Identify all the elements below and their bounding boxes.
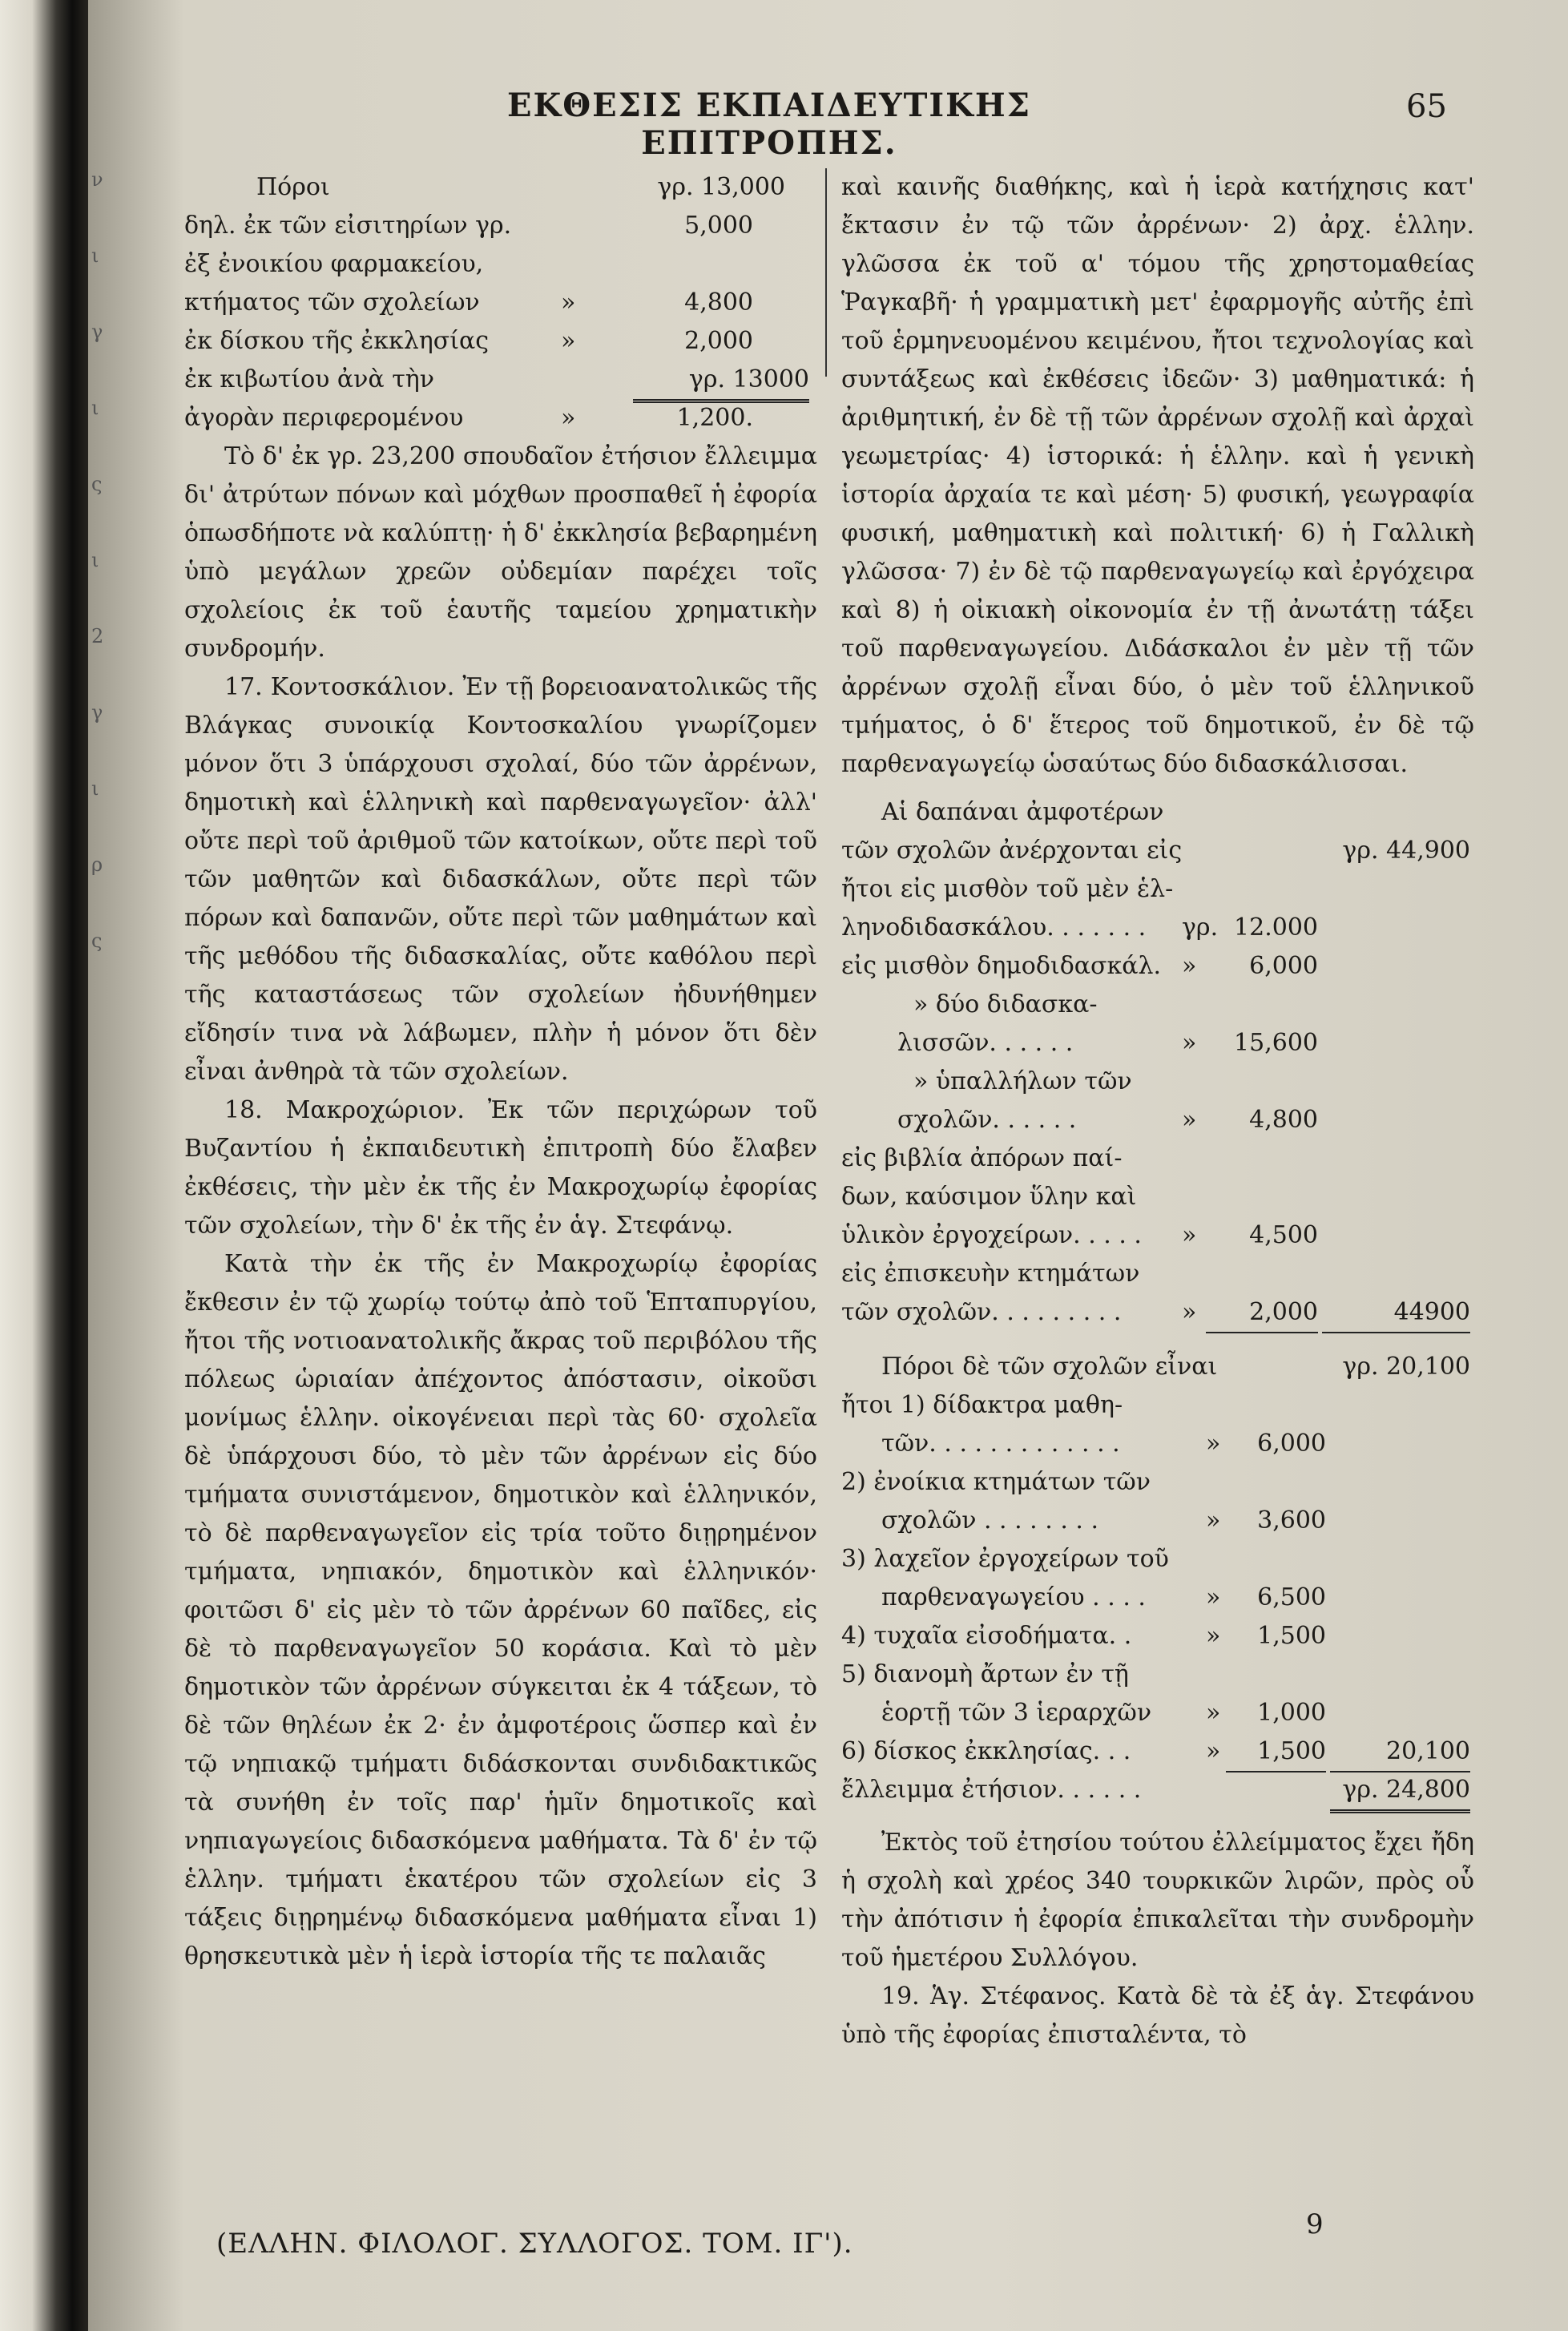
ledger-total: 20,100 [1330, 1732, 1470, 1772]
ledger-label: 2) ἐνοίκια κτημάτων τῶν [841, 1468, 1151, 1496]
ledger-label: ληνοδιδασκάλου. . . . . . . [841, 913, 1147, 942]
margin-fragment: ι [91, 777, 99, 800]
book-spine-shadow [0, 0, 88, 2331]
ledger-label: τῶν σχολῶν ἀνέρχονται εἰς [841, 837, 1183, 865]
ledger-label: ἑορτῇ τῶν 3 ἱεραρχῶν [881, 1699, 1152, 1727]
ledger-total: γρ. 24,800 [1330, 1771, 1470, 1813]
ledger-label: ἐκ δίσκου τῆς ἐκκλησίας [184, 327, 490, 355]
ledger-row [841, 1293, 1474, 1332]
margin-fragment: 2 [91, 625, 104, 647]
paragraph-kontoskalion: 17. Κοντοσκάλιον. Ἐν τῇ βορειοανατολικῶς τῆς Βλάγκας συνοικίᾳ Κοντοσκαλίου γνωρίζομεν μόνον ὅτι 3 ὑπάρχουσι σχολαί, δύο τῶν ἀρρένων, δημοτικὴ καὶ ἑλληνικὴ καὶ παρθεναγωγεῖον· ἀλλ' οὔτε περὶ τοῦ ἀριθμοῦ τῶν κατοίκων, οὔτε περὶ τοῦ τῶν μαθητῶν καὶ διδασκάλων, οὔτε περὶ τῶν πόρων καὶ δαπανῶν, οὔτε περὶ τῶν μαθημάτων καὶ τῆς μεθόδου τῆς διδασκαλίας, οὔτε καθόλου περὶ τῆς καταστάσεως τῶν σχολείων ἠδυνήθημεν εἴδησίν τινα νὰ λάβωμεν, πλὴν ἡ μόνον ὅτι δὲν εἶναι ἀνθηρὰ τὰ τῶν σχολείων. [184, 673, 817, 1086]
ledger-row [184, 361, 817, 399]
paragraph-continuation: καὶ καινῆς διαθήκης, καὶ ἡ ἱερὰ κατήχησις κατ' ἔκτασιν ἐν τῷ τῶν ἀρρένων· 2) ἀρχ. ἑλλην. γλῶσσα ἐκ τοῦ α' τόμου τῆς χρηστομαθείας Ῥαγκαβῆ· ἡ γραμματικὴ μετ' ἐφαρμογῆς αὐτῆς ἐπὶ τοῦ ἑρμηνευομένου κειμένου, ἤτοι τεχνολογίας καὶ συντάξεως καὶ ἐκθέσεις ἰδεῶν· 3) μαθηματικά: ἡ ἀριθμητική, ἐν δὲ τῇ τῶν ἀρρένων σχολῇ καὶ ἀρχαὶ γεωμετρίας· 4) ἱστορικά: ἡ ἑλλην. καὶ ἡ γενικὴ ἱστορία ἀρχαία τε καὶ μέση· 5) φυσική, γεωγραφία φυσική, μαθηματικὴ καὶ πολιτική· 6) ἡ Γαλλικὴ γλῶσσα· 7) ἐν δὲ τῷ παρθεναγωγείῳ καὶ ἐργόχειρα καὶ 8) ἡ οἰκιακὴ οἰκονομία ἐν τῇ ἀνωτάτῃ τάξει τοῦ παρθεναγωγείου. Διδάσκαλοι ἐν μὲν τῇ τῶν ἀρρένων σχολῇ εἶναι δύο, ὁ μὲν τοῦ ἑλληνικοῦ τμήματος, ὁ δ' ἕτερος τοῦ δημοτικοῦ, ἐν δὲ τῷ παρθεναγωγείῳ ὡσαύτως δύο διδασκάλισσαι. [841, 173, 1474, 778]
ledger-row [184, 207, 817, 245]
ledger-label: εἰς ἐπισκευὴν κτημάτων [841, 1260, 1140, 1288]
ledger-total: 44900 [1322, 1293, 1470, 1333]
expenses-ledger [841, 832, 1474, 1332]
ledger-label: Πόροι [256, 173, 330, 201]
left-column [184, 168, 817, 1976]
ledger-ditto: » [561, 327, 576, 355]
ledger-row [841, 1255, 1474, 1293]
ledger-label: σχολῶν. . . . . . [897, 1106, 1077, 1134]
ledger-row [841, 870, 1474, 909]
ledger-row [841, 1617, 1474, 1655]
ledger-ditto: » [561, 404, 576, 432]
book-page [88, 0, 1568, 2331]
ledger-row [841, 1425, 1474, 1463]
column-divider [825, 168, 827, 377]
ledger-amount: 15,600 [1234, 1029, 1318, 1057]
ledger-row [841, 1655, 1474, 1694]
margin-fragment: γ [91, 701, 103, 724]
margin-fragment: ι [91, 549, 99, 571]
ledger-label: ἐξ ἐνοικίου φαρμακείου, [184, 250, 484, 278]
paragraph-agios-stefanos: 19. Ἁγ. Στέφανος. Κατὰ δὲ τὰ ἐξ ἁγ. Στεφάνου ὑπὸ τῆς ἐφορίας ἐπισταλέντα, τὸ [841, 1982, 1474, 2049]
ledger-ditto: » [1206, 1699, 1221, 1727]
ledger-amount: 4,800 [1249, 1106, 1318, 1134]
margin-fragment: γ [91, 321, 103, 343]
ledger-label: εἰς βιβλία ἀπόρων παί- [841, 1144, 1123, 1172]
ledger-label: » δύο διδασκα- [913, 990, 1098, 1018]
ledger-row [841, 1178, 1474, 1216]
ledger-ditto: » [1182, 1106, 1197, 1134]
ledger-row [841, 1139, 1474, 1178]
ledger-label: δων, καύσιμον ὕλην καὶ [841, 1183, 1137, 1211]
ledger-row [841, 1540, 1474, 1579]
paragraph-debt: Ἐκτὸς τοῦ ἐτησίου τούτου ἐλλείμματος ἔχει ἤδη ἡ σχολὴ καὶ χρέος 340 τουρκικῶν λιρῶν, πρὸς οὗ τὴν ἀπότισιν ἡ ἐφορία ἐπικαλεῖται τὴν συνδρομὴν τοῦ ἡμετέρου Συλλόγου. [841, 1829, 1474, 1972]
ledger-label: ἀγορὰν περιφερομένου [184, 404, 464, 432]
ledger-amount: 12.000 [1234, 913, 1318, 942]
ledger-label: 3) λαχεῖον ἐργοχείρων τοῦ [841, 1545, 1169, 1573]
running-header: ΕΚΘΕΣΙΣ ΕΚΠΑΙΔΕΥΤΙΚΗΣ ΕΠΙΤΡΟΠΗΣ. [507, 87, 1031, 162]
ledger-row [841, 1502, 1474, 1540]
margin-fragment: ι [91, 397, 99, 419]
page-number: 65 [1406, 88, 1447, 125]
ledger-label: σχολῶν . . . . . . . . [881, 1506, 1099, 1535]
ledger-row [841, 1063, 1474, 1101]
ledger-amount: 1,000 [1257, 1699, 1326, 1727]
ledger-ditto: » [1206, 1622, 1221, 1650]
ledger-row [184, 245, 817, 284]
ledger-total: γρ. 44,900 [1342, 837, 1470, 865]
ledger-amount: 6,000 [1249, 952, 1318, 980]
ledger-ditto: » [1206, 1737, 1221, 1765]
ledger-amount: 6,500 [1257, 1583, 1326, 1611]
ledger-total: γρ. 13000 [633, 361, 809, 403]
right-column [841, 168, 1474, 2055]
revenue-ledger-left [184, 168, 817, 438]
ledger-label: 5) διανομὴ ἄρτων ἐν τῇ [841, 1660, 1129, 1688]
ledger-label: εἰς μισθὸν δημοδιδασκάλ. [841, 952, 1162, 980]
ledger-ditto: » [1182, 1221, 1197, 1249]
revenues-total: γρ. 20,100 [1342, 1353, 1470, 1381]
margin-fragment: ι [91, 244, 99, 267]
ledger-amount: 5,000 [684, 212, 753, 240]
ledger-row [841, 1579, 1474, 1617]
ledger-ditto: » [1182, 1029, 1197, 1057]
ledger-row [841, 909, 1474, 947]
ledger-label: ἐκ κιβωτίου ἀνὰ τὴν [184, 365, 434, 393]
ledger-label: λισσῶν. . . . . . [897, 1029, 1074, 1057]
ledger-label: τῶν. . . . . . . . . . . . . [881, 1430, 1120, 1458]
ledger-ditto: » [1206, 1583, 1221, 1611]
ledger-amount: 1,200. [676, 404, 753, 432]
ledger-row [841, 1694, 1474, 1732]
ledger-row [184, 322, 817, 361]
ledger-label: 6) δίσκος ἐκκλησίας. . . [841, 1737, 1131, 1765]
ledger-amount: 4,500 [1249, 1221, 1318, 1249]
ledger-row [841, 1024, 1474, 1063]
ledger-row [841, 1386, 1474, 1425]
ledger-ditto: γρ. [1182, 913, 1219, 942]
ledger-row [841, 1771, 1474, 1809]
ledger-row [184, 168, 817, 207]
revenues-intro-row [841, 1348, 1474, 1386]
ledger-amount: 2,000 [1206, 1293, 1318, 1333]
ledger-row [841, 986, 1474, 1024]
ledger-ditto: » [1182, 952, 1197, 980]
ledger-row [184, 284, 817, 322]
margin-fragment: ς [91, 930, 103, 952]
margin-fragment: ν [91, 168, 103, 191]
signature-mark: 9 [1306, 2208, 1324, 2240]
revenues-intro: Πόροι δὲ τῶν σχολῶν εἶναι [881, 1353, 1218, 1381]
ledger-amount: 4,800 [684, 288, 753, 317]
ledger-label: 4) τυχαῖα εἰσοδήματα. . [841, 1622, 1132, 1650]
ledger-row [841, 947, 1474, 986]
ledger-row [841, 1216, 1474, 1255]
ledger-ditto: » [1182, 1298, 1197, 1326]
ledger-row [841, 1463, 1474, 1502]
ledger-label: ὑλικὸν ἐργοχείρων. . . . . [841, 1221, 1142, 1249]
expenses-intro: Αἱ δαπάναι ἀμφοτέρων [881, 798, 1164, 826]
ledger-amount: 1,500 [1257, 1622, 1326, 1650]
ledger-ditto: » [1206, 1430, 1221, 1458]
ledger-amount: 3,600 [1257, 1506, 1326, 1535]
ledger-row [841, 832, 1474, 870]
ledger-label: ἤτοι 1) δίδακτρα μαθη- [841, 1391, 1123, 1419]
ledger-row [841, 1101, 1474, 1139]
margin-fragment: ς [91, 473, 103, 495]
ledger-row [184, 399, 817, 438]
footer-society-volume: (ΕΛΛΗΝ. ΦΙΛΟΛΟΓ. ΣΥΛΛΟΓΟΣ. ΤΟΜ. ΙΓ'). [216, 2228, 853, 2260]
paragraph-makrochorion: 18. Μακροχώριον. Ἐκ τῶν περιχώρων τοῦ Βυζαντίου ἡ ἐκπαιδευτικὴ ἐπιτροπὴ δύο ἔλαβεν ἐκθέσεις, τὴν μὲν ἐκ τῆς ἐν Μακροχωρίῳ ἐφορίας τῶν σχολείων, τὴν δ' ἐκ τῆς ἐν ἁγ. Στεφάνῳ. [184, 1096, 817, 1240]
ledger-label: κτήματος τῶν σχολείων [184, 288, 480, 317]
ledger-ditto: » [1206, 1506, 1221, 1535]
ledger-ditto: » [561, 288, 576, 317]
ledger-row [841, 1732, 1474, 1771]
ledger-label: ἔλλειμμα ἐτήσιον. . . . . . [841, 1776, 1142, 1804]
ledger-amount: 1,500 [1226, 1732, 1326, 1772]
ledger-amount: 2,000 [684, 327, 753, 355]
ledger-amount: γρ. 13,000 [657, 173, 785, 201]
ledger-label: τῶν σχολῶν. . . . . . . . . [841, 1298, 1122, 1326]
ledger-label: » ὑπαλλήλων τῶν [913, 1067, 1132, 1095]
ledger-amount: 6,000 [1257, 1430, 1326, 1458]
revenues-ledger [841, 1386, 1474, 1809]
margin-fragment: ρ [91, 853, 103, 876]
paragraph-deficit: Τὸ δ' ἐκ γρ. 23,200 σπουδαῖον ἐτήσιον ἔλλειμμα δι' ἀτρύτων πόνων καὶ μόχθων προσπαθεῖ ἡ ἐφορία ὁπωσδήποτε νὰ καλύπτῃ· ἡ δ' ἐκκλησία βεβαρημένη ὑπὸ μεγάλων χρεῶν οὐδεμίαν παρέχει τοῖς σχολείοις ἐκ τοῦ ἑαυτῆς ταμείου χρηματικὴν συνδρομήν. [184, 442, 817, 663]
ledger-label: παρθεναγωγείου . . . . [881, 1583, 1146, 1611]
ledger-label: δηλ. ἐκ τῶν εἰσιτηρίων γρ. [184, 212, 512, 240]
ledger-label: ἤτοι εἰς μισθὸν τοῦ μὲν ἑλ- [841, 875, 1174, 903]
paragraph-makrochorion-report: Κατὰ τὴν ἐκ τῆς ἐν Μακροχωρίῳ ἐφορίας ἔκθεσιν ἐν τῷ χωρίῳ τούτῳ ἀπὸ τοῦ Ἑπταπυργίου, ἤτοι τῆς νοτιοανατολικῆς ἄκρας τοῦ περιβόλου τῆς πόλεως ὡριαίαν ἀπέχοντος ἀπόστασιν, οἰκοῦσι μονίμως ἑλλην. οἰκογένειαι περὶ τὰς 60· σχολεῖα δὲ ὑπάρχουσι δύο, τὸ μὲν τῶν ἀρρένων εἰς δύο τμήματα συνιστάμενον, δημοτικὸν καὶ ἑλληνικόν, τὸ δὲ παρθεναγωγεῖον εἰς τρία τοῦτο διῃρημένον τμήματα, νηπιακόν, δημοτικὸν καὶ ἑλληνικόν· φοιτῶσι δ' εἰς μὲν τὸ τῶν ἀρρένων 60 παῖδες, εἰς δὲ τὸ παρθεναγωγεῖον 50 κοράσια. Καὶ τὸ μὲν δημοτικὸν τῶν ἀρρένων σύγκειται ἐκ 4 τάξεων, τὸ δὲ τῶν θηλέων ἐκ 2· ἐν ἀμφοτέροις ὥσπερ καὶ ἐν τῷ νηπιακῷ τμήματι διδάσκονται συνδιδακτικῶς τὰ συνήθη ἐν τοῖς παρ' ἡμῖν δημοτικοῖς καὶ νηπιαγωγείοις διδασκόμενα μαθήματα. Τὰ δ' ἐν τῷ ἑλλην. τμήματι ἑκατέρου τῶν σχολείων εἰς 3 τάξεις διῃρημένῳ διδασκόμενα μαθήματα εἶναι 1) θρησκευτικὰ μὲν ἡ ἱερὰ ἱστορία τῆς τε παλαιᾶς [184, 1250, 817, 1970]
